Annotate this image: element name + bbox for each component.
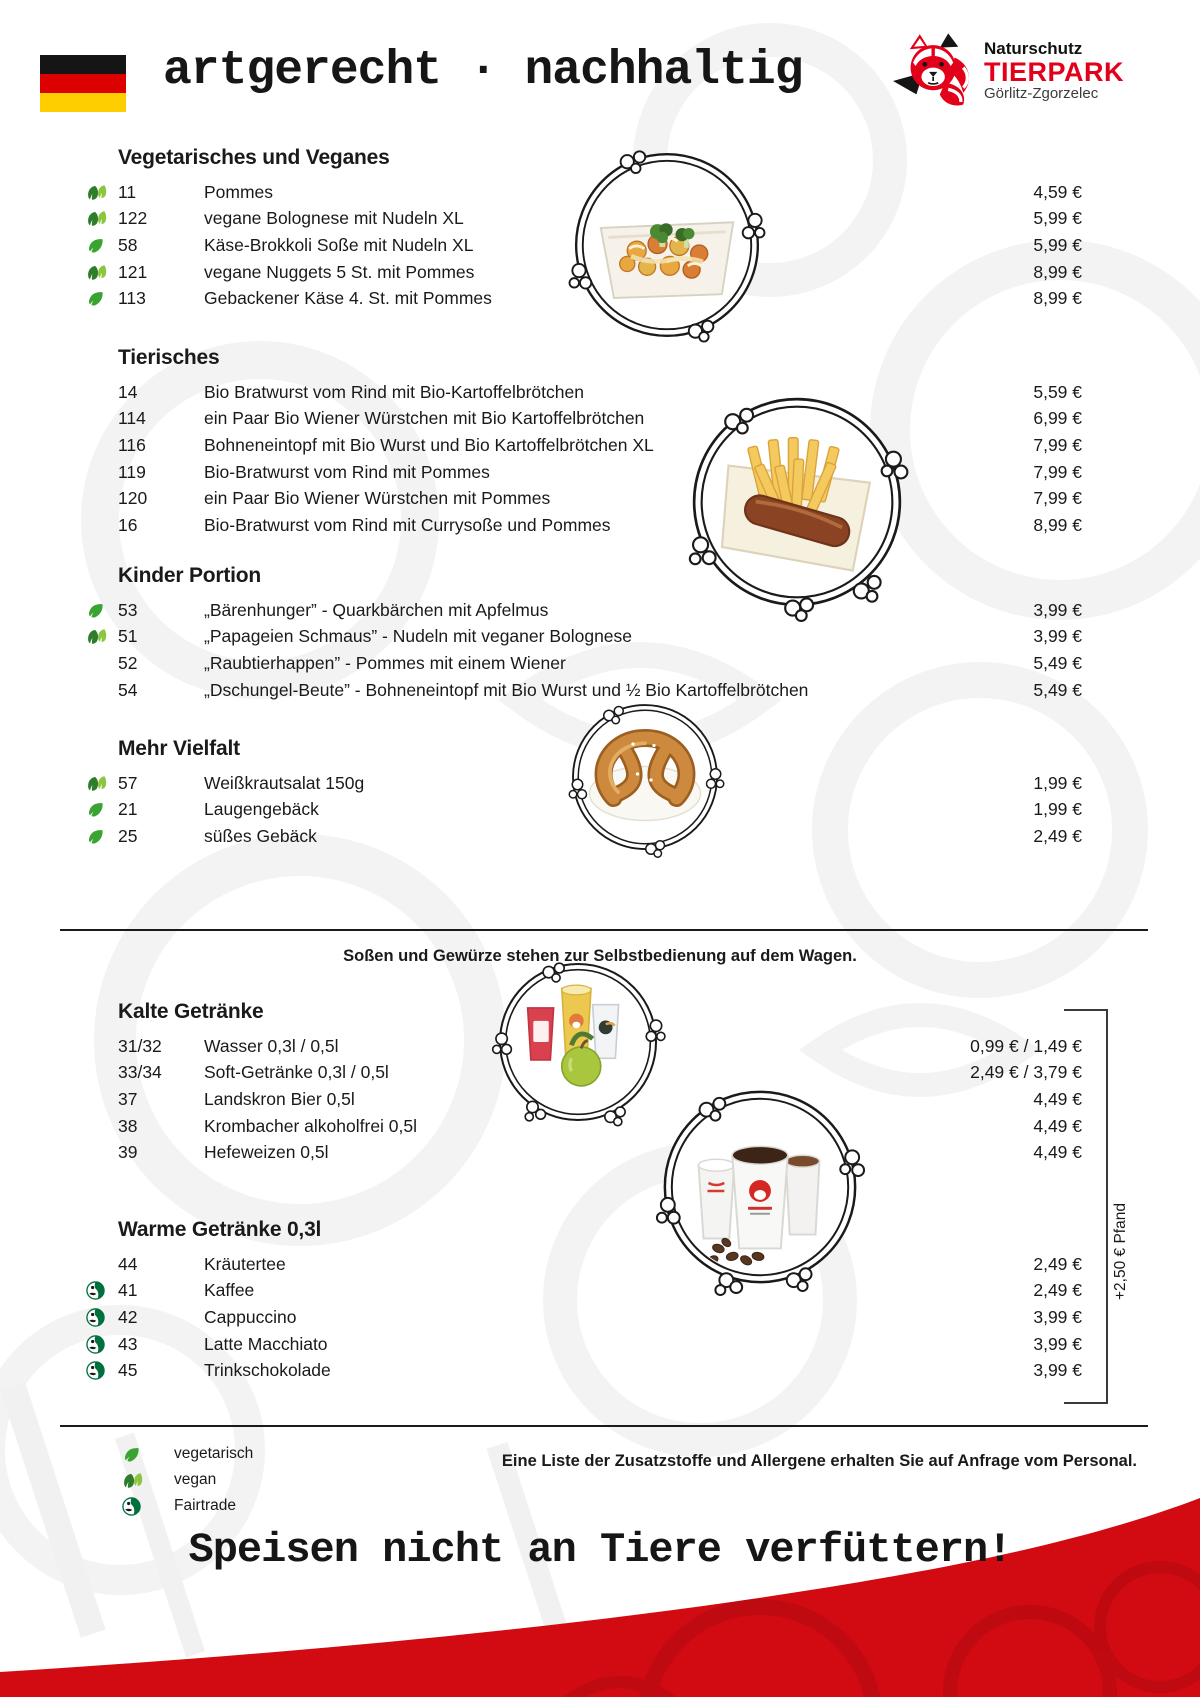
legend-row [120,1493,253,1519]
menu-section-0 [86,146,1082,312]
item-price: 6,99 € [1033,408,1082,429]
menu-item-row [86,650,1082,677]
section-title: Kalte Getränke [118,1000,264,1023]
item-number: 37 [118,1088,138,1109]
german-flag-icon [40,55,126,112]
logo-line-naturschutz: Naturschutz [984,39,1083,59]
menu-item-row [86,1331,1082,1358]
deposit-label: +2,50 € Pfand [1112,1203,1129,1300]
item-name: Weißkrautsalat 150g [204,772,365,793]
item-price: 3,99 € [1033,1306,1082,1327]
menu-item-row [86,232,1082,259]
item-number: 31/32 [118,1035,162,1056]
item-name: „Bärenhunger” - Quarkbärchen mit Apfelmus [204,599,549,620]
item-number: 45 [118,1360,138,1381]
item-price: 4,49 € [1033,1088,1082,1109]
vegan-icon [86,627,118,646]
menu-item-row [86,1304,1082,1331]
vegetarian-icon [86,236,118,255]
vegetarian-icon [86,800,118,819]
menu-item-row [86,1113,1082,1140]
item-name: „Dschungel-Beute” - Bohneneintopf mit Bio Wurst und ½ Bio Kartoffelbrötchen [204,679,809,700]
item-price: 8,99 € [1033,514,1082,535]
menu-item-row [86,406,1082,433]
vegetarian-icon [86,827,118,846]
item-name: Pommes [204,181,274,202]
page-title: artgerecht · nachhaltig [163,44,803,98]
item-price: 4,49 € [1033,1115,1082,1136]
menu-item-row [86,206,1082,233]
menu-item-row [86,770,1082,797]
item-number: 116 [118,434,146,455]
menu-item-row [86,259,1082,286]
section-title: Tierisches [118,346,220,369]
item-number: 21 [118,799,138,820]
item-number: 54 [118,679,138,700]
fairtrade-icon [86,1361,118,1380]
item-price: 3,99 € [1033,599,1082,620]
item-name: Bio-Bratwurst vom Rind mit Pommes [204,461,490,482]
menu-item-row [86,1278,1082,1305]
menu-item-row [86,379,1082,406]
deposit-bracket [1064,1009,1108,1404]
item-name: Bio-Bratwurst vom Rind mit Currysoße und Pommes [204,514,611,535]
fairtrade-icon [86,1335,118,1354]
footer-warning: Speisen nicht an Tiere verfüttern! [188,1526,1012,1574]
item-price: 3,99 € [1033,1360,1082,1381]
legend-label: vegetarisch [174,1445,254,1462]
vegan-icon [86,183,118,202]
item-price: 4,49 € [1033,1142,1082,1163]
item-price: 4,59 € [1033,181,1082,202]
vegetarian-icon [86,601,118,620]
vegan-icon [120,1471,174,1490]
section-title: Mehr Vielfalt [118,737,240,760]
item-price: 1,99 € [1033,799,1082,820]
item-number: 39 [118,1142,138,1163]
vegan-icon [86,263,118,282]
item-name: Landskron Bier 0,5l [204,1088,355,1109]
logo-line-tierpark: TIERPARK [984,56,1125,87]
item-name: ein Paar Bio Wiener Würstchen mit Pommes [204,488,551,509]
item-price: 7,99 € [1033,461,1082,482]
item-number: 42 [118,1306,138,1327]
item-price: 5,59 € [1033,381,1082,402]
item-number: 119 [118,461,146,482]
item-number: 51 [118,626,138,647]
menu-item-row [86,485,1082,512]
menu-item-row [86,1357,1082,1384]
item-price: 7,99 € [1033,488,1082,509]
item-price: 2,49 € [1033,1253,1082,1274]
item-name: Wasser 0,3l / 0,5l [204,1035,339,1056]
item-name: Hefeweizen 0,5l [204,1142,329,1163]
item-price: 8,99 € [1033,288,1082,309]
fairtrade-icon [86,1281,118,1300]
item-name: Soft-Getränke 0,3l / 0,5l [204,1062,389,1083]
menu-item-row [86,597,1082,624]
item-number: 25 [118,825,138,846]
menu-section-4 [86,1000,1082,1166]
item-number: 41 [118,1280,138,1301]
item-price: 5,49 € [1033,652,1082,673]
fairtrade-icon [120,1497,174,1516]
menu-item-row [86,624,1082,651]
item-price: 5,49 € [1033,679,1082,700]
menu-item-row [86,512,1082,539]
menu-section-5 [86,1218,1082,1384]
item-number: 53 [118,599,138,620]
item-price: 7,99 € [1033,434,1082,455]
legend-row [120,1467,253,1493]
menu-item-row [86,179,1082,206]
menu-item-row [86,823,1082,850]
fairtrade-icon [86,1308,118,1327]
item-price: 2,49 € [1033,1280,1082,1301]
menu-item-row [86,1251,1082,1278]
legend [120,1441,253,1519]
menu-section-3 [86,737,1082,850]
item-price: 2,49 € / 3,79 € [970,1062,1082,1083]
item-name: Laugengebäck [204,799,319,820]
item-name: Gebackener Käse 4. St. mit Pommes [204,288,492,309]
menu-item-row [86,285,1082,312]
item-number: 16 [118,514,138,535]
item-name: Bio Bratwurst vom Rind mit Bio-Kartoffelbrötchen [204,381,584,402]
vegetarian-icon [86,289,118,308]
item-number: 11 [118,181,137,202]
item-number: 52 [118,652,138,673]
item-number: 43 [118,1333,138,1354]
item-price: 1,99 € [1033,772,1082,793]
item-number: 57 [118,772,138,793]
section-title: Vegetarisches und Veganes [118,146,390,169]
menu-section-2 [86,564,1082,703]
item-name: Bohneneintopf mit Bio Wurst und Bio Kartoffelbrötchen XL [204,434,654,455]
item-price: 0,99 € / 1,49 € [970,1035,1082,1056]
item-name: vegane Bolognese mit Nudeln XL [204,208,464,229]
item-price: 5,99 € [1033,208,1082,229]
item-price: 8,99 € [1033,261,1082,282]
item-name: Krombacher alkoholfrei 0,5l [204,1115,418,1136]
item-price: 5,99 € [1033,234,1082,255]
allergen-note: Eine Liste der Zusatzstoffe und Allergene erhalten Sie auf Anfrage vom Personal. [501,1452,1137,1470]
menu-section-1 [86,346,1082,539]
item-name: „Papageien Schmaus” - Nudeln mit veganer Bolognese [204,626,633,647]
item-name: „Raubtierhappen” - Pommes mit einem Wiener [204,652,566,673]
item-price: 3,99 € [1033,626,1082,647]
item-number: 38 [118,1115,138,1136]
item-price: 3,99 € [1033,1333,1082,1354]
menu-item-row [86,1139,1082,1166]
section-divider-top [60,929,1148,931]
item-number: 114 [118,408,146,429]
legend-label: Fairtrade [174,1497,237,1514]
item-name: Latte Macchiato [204,1333,328,1354]
item-number: 33/34 [118,1062,162,1083]
menu-item-row [86,1060,1082,1087]
item-name: Kaffee [204,1280,255,1301]
section-title: Kinder Portion [118,564,262,587]
item-name: Käse-Brokkoli Soße mit Nudeln XL [204,234,474,255]
legend-row [120,1441,253,1467]
item-name: vegane Nuggets 5 St. mit Pommes [204,261,475,282]
item-name: ein Paar Bio Wiener Würstchen mit Bio Kartoffelbrötchen [204,408,645,429]
item-number: 58 [118,234,138,255]
vegan-icon [86,209,118,228]
menu-item-row [86,1086,1082,1113]
tierpark-logo [888,28,1124,114]
menu-item-row [86,1033,1082,1060]
section-title: Warme Getränke 0,3l [118,1218,322,1241]
red-panda-icon [888,28,980,114]
item-number: 113 [118,288,146,309]
vegetarian-icon [120,1445,174,1464]
legend-label: vegan [174,1471,217,1488]
item-name: Trinkschokolade [204,1360,331,1381]
item-number: 122 [118,208,148,229]
self-service-note: Soßen und Gewürze stehen zur Selbstbedienung auf dem Wagen. [343,947,857,965]
menu-item-row [86,432,1082,459]
item-price: 2,49 € [1033,825,1082,846]
item-name: Cappuccino [204,1306,297,1327]
menu-item-row [86,459,1082,486]
item-name: süßes Gebäck [204,825,317,846]
item-number: 120 [118,488,148,509]
section-divider-bottom [60,1425,1148,1427]
item-name: Kräutertee [204,1253,286,1274]
menu-item-row [86,677,1082,704]
item-number: 44 [118,1253,138,1274]
menu-item-row [86,797,1082,824]
logo-line-city: Görlitz-Zgorzelec [984,85,1099,103]
vegan-icon [86,774,118,793]
item-number: 14 [118,381,138,402]
item-number: 121 [118,261,148,282]
